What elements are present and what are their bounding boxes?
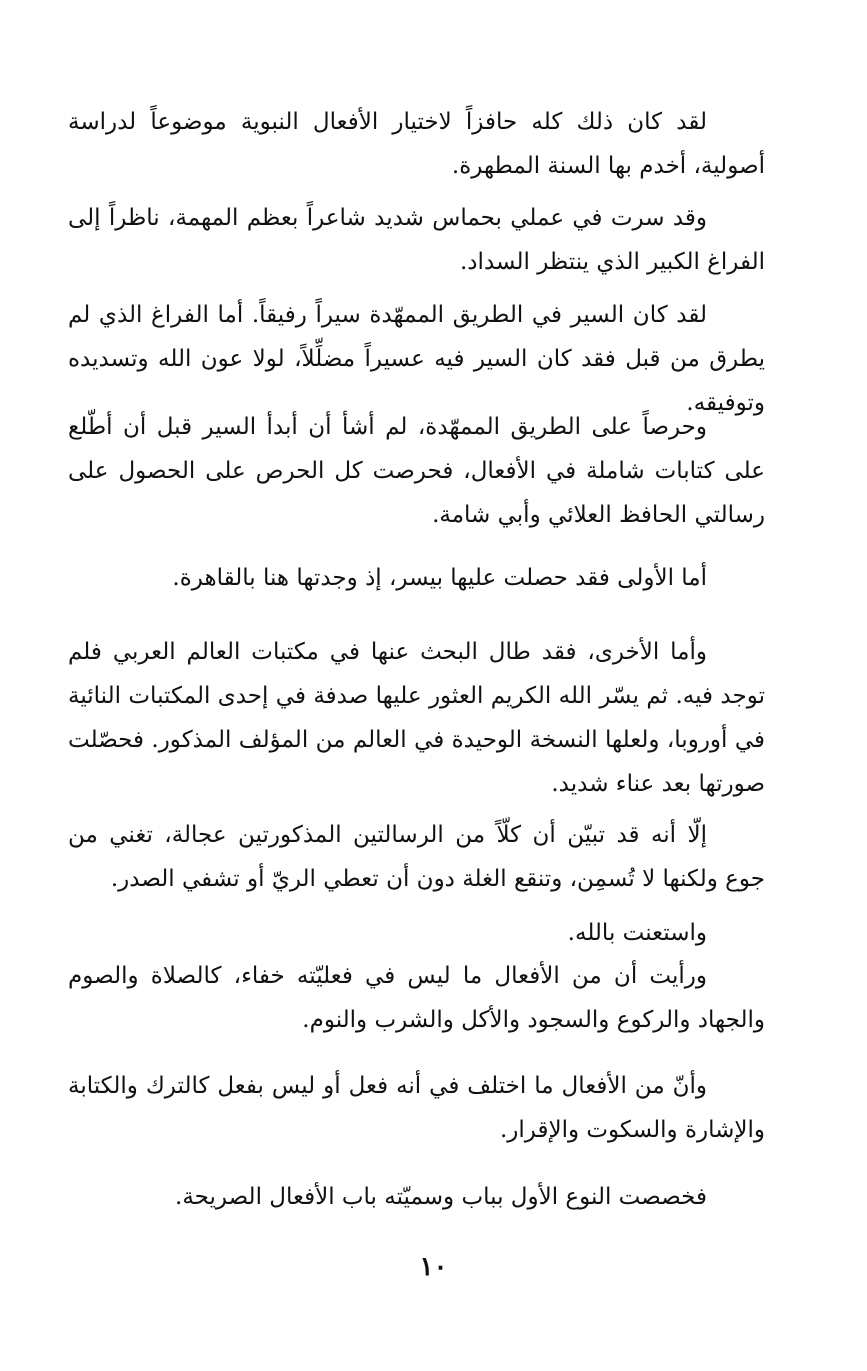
paragraph-8: واستعنت بالله. (567, 920, 707, 946)
page-number: ١٠ (419, 1252, 448, 1282)
paragraph-1: لقد كان ذلك كله حافزاً لاختيار الأفعال النبوية موضوعاً لدراسة أصولية، أخدم بها السنة المطهرة. (68, 109, 765, 179)
paragraph-7: إلّا أنه قد تبيّن أن كلّاً من الرسالتين المذكورتين عجالة، تغني من جوع ولكنها لا تُسمِن، وتنقع الغلة دون أن تعطي الريّ أو تشفي الصدر. (68, 822, 765, 892)
paragraph-3: لقد كان السير في الطريق الممهّدة سيراً رفيقاً. أما الفراغ الذي لم يطرق من قبل فقد كان السير فيه عسيراً مضلِّلاً، لولا عون الله وتسديده وتوفيقه. (68, 302, 765, 416)
paragraph-10: وأنّ من الأفعال ما اختلف في أنه فعل أو ليس بفعل كالترك والكتابة والإشارة والسكوت والإقرار. (68, 1073, 765, 1143)
paragraph-4: وحرصاً على الطريق الممهّدة، لم أشأ أن أبدأ السير قبل أن أطّلع على كتابات شاملة في الأفعال، فحرصت كل الحرص على الحصول على رسالتي الحافظ العلائي وأبي شامة. (68, 414, 765, 528)
paragraph-6: وأما الأخرى، فقد طال البحث عنها في مكتبات العالم العربي فلم توجد فيه. ثم يسّر الله الكريم العثور عليها صدفة في إحدى المكتبات النائية في أوروبا، ولعلها النسخة الوحيدة في العالم من المؤلف المذكور. فحصّلت صورتها بعد عناء شديد. (68, 639, 765, 797)
paragraph-2: وقد سرت في عملي بحماس شديد شاعراً بعظم المهمة، ناظراً إلى الفراغ الكبير الذي ينتظر السداد. (68, 205, 765, 275)
paragraph-11: فخصصت النوع الأول بباب وسميّته باب الأفعال الصريحة. (175, 1184, 707, 1210)
paragraph-9: ورأيت أن من الأفعال ما ليس في فعليّته خفاء، كالصلاة والصوم والجهاد والركوع والسجود والأكل والشرب والنوم. (68, 963, 765, 1033)
paragraph-5: أما الأولى فقد حصلت عليها بيسر، إذ وجدتها هنا بالقاهرة. (172, 565, 707, 591)
